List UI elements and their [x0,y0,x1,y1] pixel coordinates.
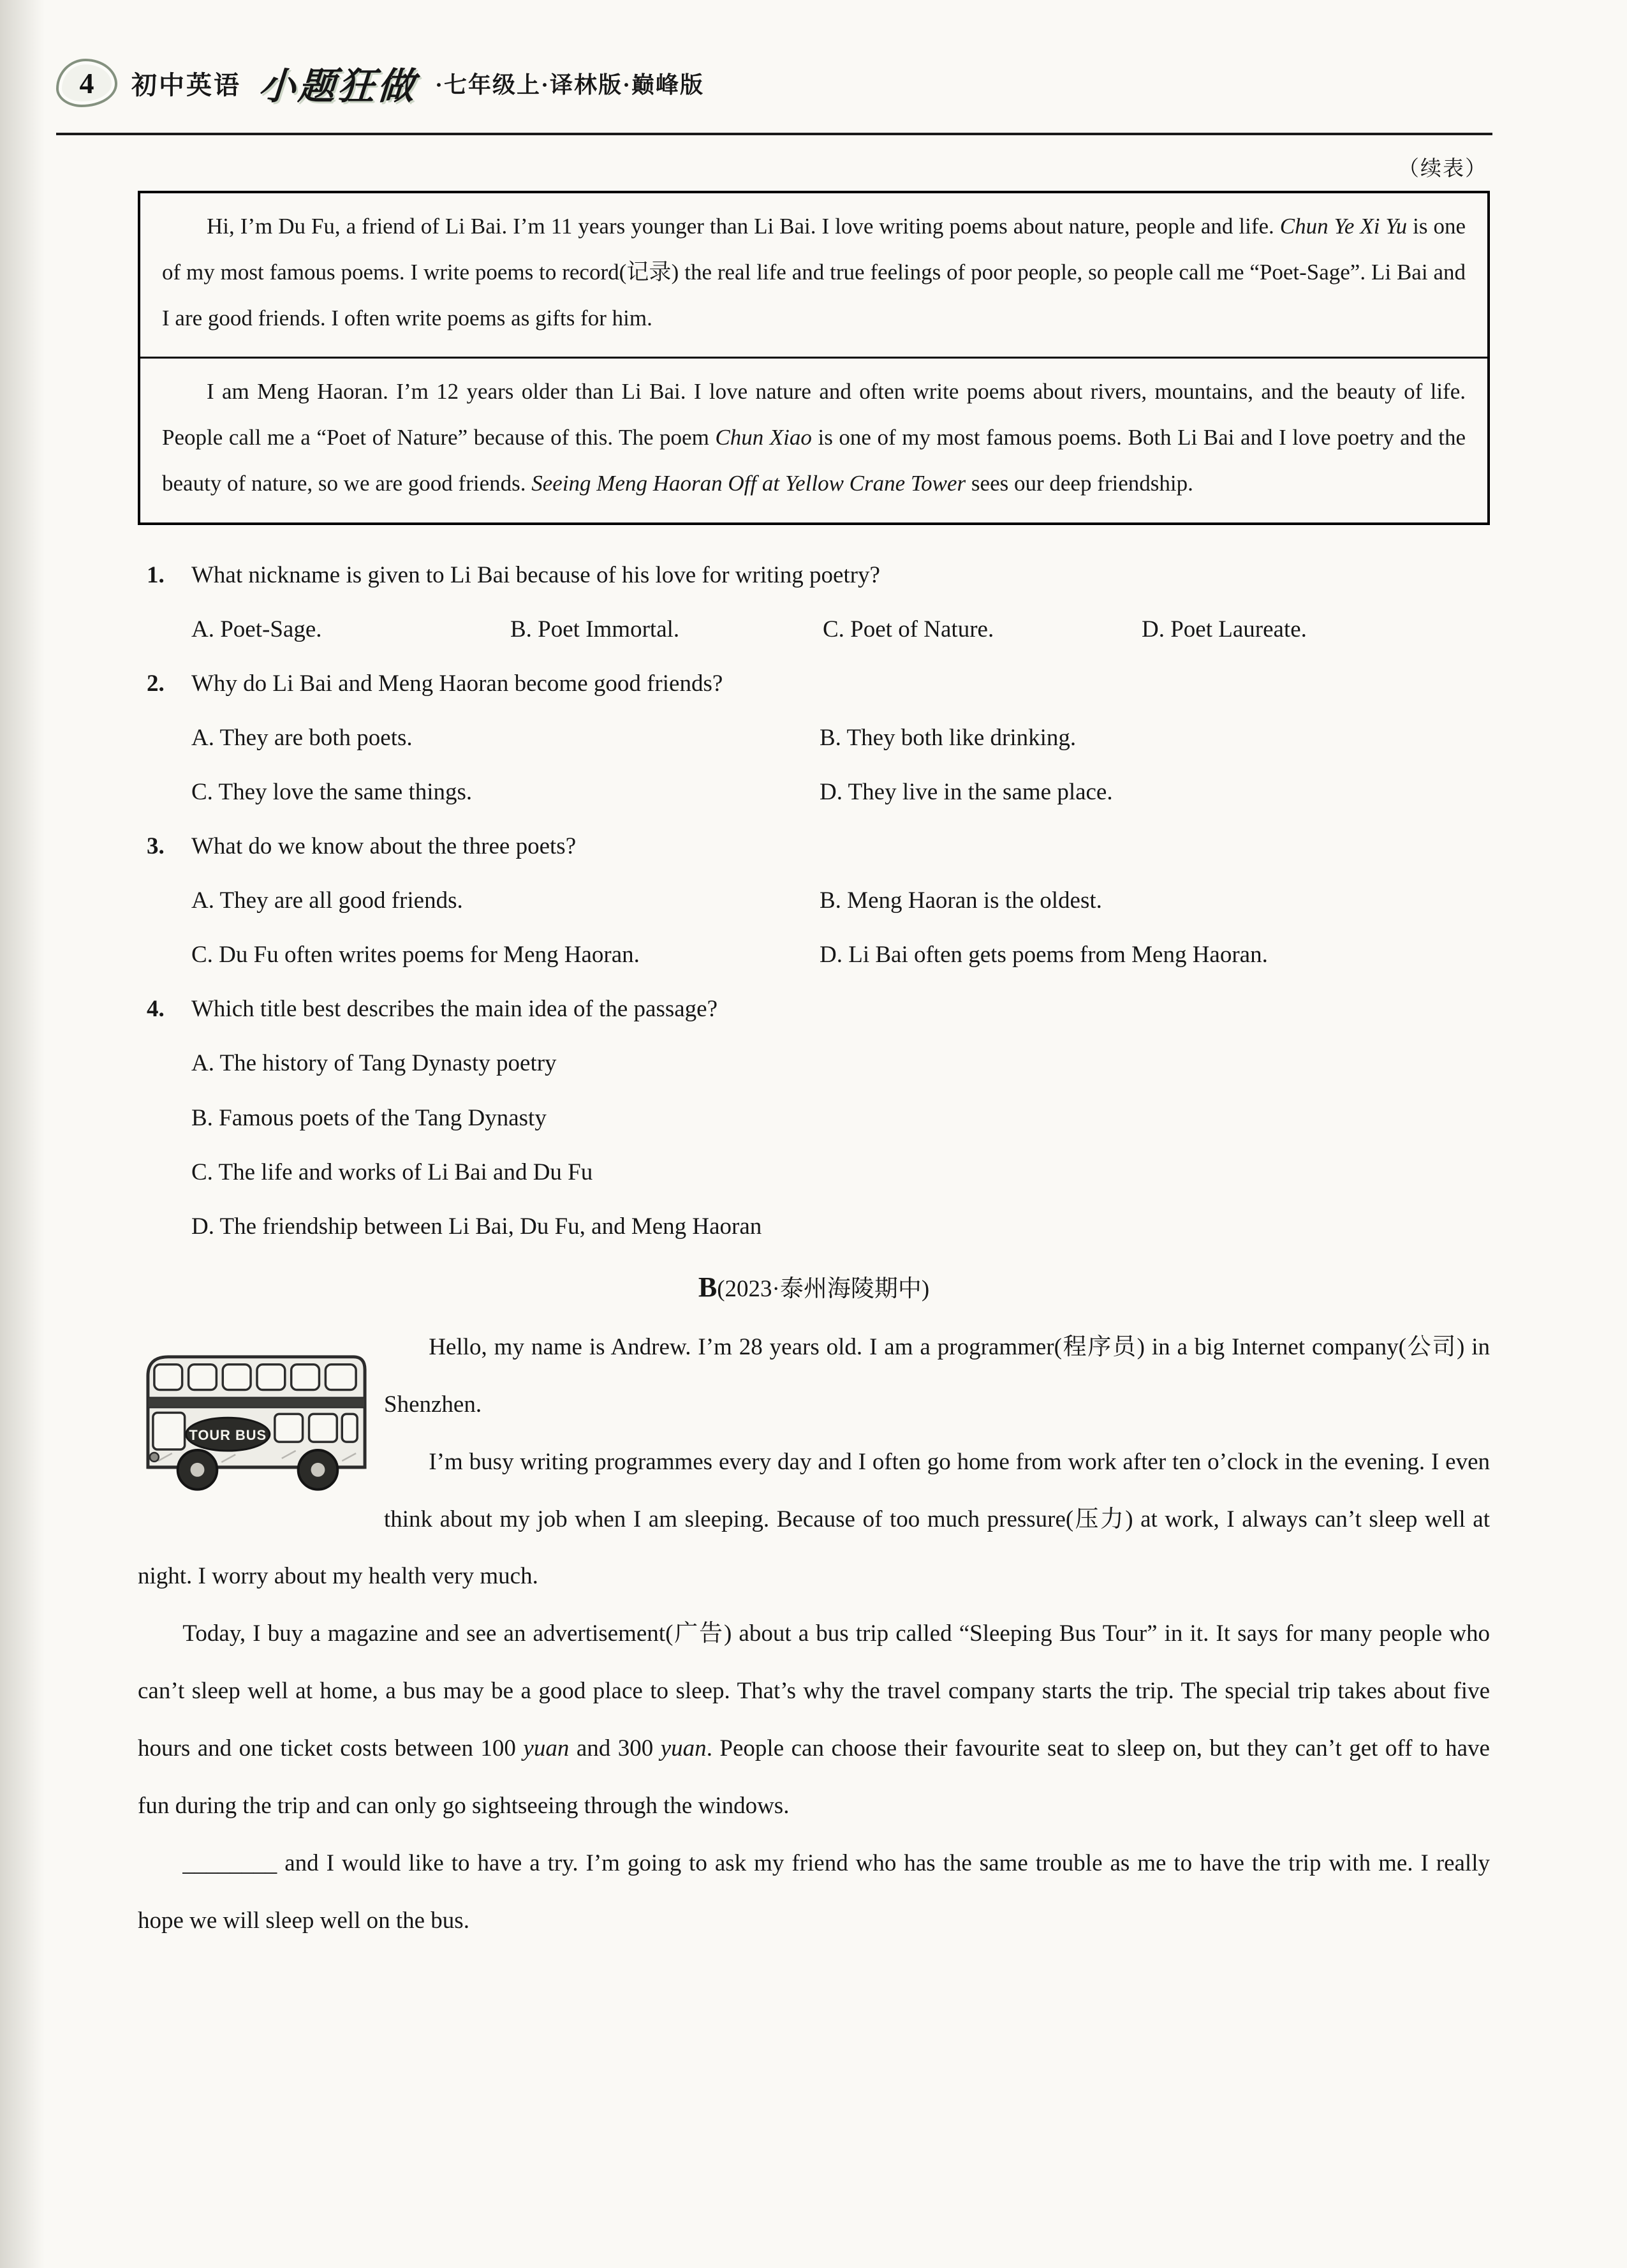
question-number: 1. [147,561,165,588]
section-b-letter: B [698,1271,718,1303]
question-number: 3. [147,833,165,860]
option-a: A. The history of Tang Dynasty poetry [191,1050,557,1077]
passage-paragraph-4: ________ and I would like to have a try. I’m going to ask my friend who has the same trouble as me to have the trip with me. I really hope we will sleep well on the bus. [138,1849,1490,1934]
option-row [191,602,1490,656]
question-body [191,548,1490,656]
page-number-badge [56,59,117,107]
option-b: B. They both like drinking. [820,724,1077,751]
question-number: 4. [147,996,165,1023]
bus-headlight [150,1453,159,1462]
page-header [56,56,704,110]
question-text: Why do Li Bai and Meng Haoran become good friends? [191,670,723,697]
passage-b [138,1319,1490,1950]
brand-logo: 小题狂做 [257,66,418,107]
question-1 [138,548,1490,656]
bus-deck-band [148,1397,365,1407]
question-3 [138,819,1490,982]
question-text: What do we know about the three poets? [191,833,577,860]
page-number: 4 [79,66,94,100]
series-title: 初中英语 [131,70,241,100]
option-d: D. Li Bai often gets poems from Meng Haoran. [820,942,1268,968]
passage-paragraph-2: I’m busy writing programmes every day and I often go home from work after ten o’clock in the evening. I even think about my job when I am sleeping. Because of too much pressure(压力) at work, I always can’t sleep well at night. I worry about my health very much. [138,1448,1490,1590]
question-body [191,819,1490,982]
option-d: D. The friendship between Li Bai, Du Fu, and Meng Haoran [191,1213,762,1240]
passage-paragraph-1: Hello, my name is Andrew. I’m 28 years old. I am a programmer(程序员) in a big Internet company(公司) in Shenzhen. [384,1333,1490,1418]
question-body [191,982,1490,1253]
section-b-source: (2023·泰州海陵期中) [717,1275,930,1302]
question-2 [138,656,1490,819]
table-cell-du-fu: Hi, I’m Du Fu, a friend of Li Bai. I’m 11 years younger than Li Bai. I love writing poems about nature, people and life. Chun Ye Xi Yu is one of my most famous poems. I write poems to record(记录) the real life and true feelings of poor people, so people call me “Poet-Sage”. Li Bai and I are good friends. I often write poems as gifts for him. [162,214,1466,331]
header-divider [56,133,1492,135]
option-grid [191,711,1490,819]
continued-label: （续表） [1398,158,1487,181]
edition-label: ·七年级上·译林版·巅峰版 [435,71,705,98]
question-4 [138,982,1490,1253]
option-c: C. Poet of Nature. [823,616,994,642]
option-grid [191,873,1490,982]
option-a: A. They are both poets. [191,724,413,751]
option-c: C. Du Fu often writes poems for Meng Haoran. [191,942,640,968]
question-body [191,656,1490,819]
option-a: A. Poet-Sage. [191,616,322,642]
option-a: A. They are all good friends. [191,887,463,914]
question-text: What nickname is given to Li Bai because of his love for writing poetry? [191,561,880,588]
option-c: C. The life and works of Li Bai and Du Fu [191,1159,593,1185]
option-b: B. Famous poets of the Tang Dynasty [191,1104,547,1131]
option-d: D. Poet Laureate. [1142,616,1307,642]
option-b: B. Meng Haoran is the oldest. [820,887,1102,914]
question-number: 2. [147,670,165,697]
option-b: B. Poet Immortal. [510,616,680,642]
passage-paragraph-3: Today, I buy a magazine and see an advertisement(广告) about a bus trip called “Sleeping Bus Tour” in it. It says for many people who can’t sleep well at home, a bus may be a good place to sleep. That’s why the travel company starts the trip. The special trip takes about five hours and one ticket costs between 100 yuan and 300 yuan. People can choose their favourite seat to sleep on, but they can’t get off to have fun during the trip and can only go sightseeing through the windows. [138,1620,1490,1820]
question-list [138,548,1490,1254]
section-b-heading [138,1266,1490,1308]
option-stack [191,1036,1490,1253]
question-text: Which title best describes the main idea of the passage? [191,996,718,1023]
page-content [138,152,1490,1950]
bus-label: TOUR BUS [189,1427,267,1443]
tour-bus-illustration [139,1337,374,1497]
passage-table [138,191,1490,525]
option-d: D. They live in the same place. [820,778,1113,805]
tour-bus-svg [139,1337,374,1497]
table-cell-meng-haoran: I am Meng Haoran. I’m 12 years older than Li Bai. I love nature and often write poems about rivers, mountains, and the beauty of life. People call me a “Poet of Nature” because of this. The poem Chun Xiao is one of my most famous poems. Both Li Bai and I love poetry and the beauty of nature, so we are good friends. Seeing Meng Haoran Off at Yellow Crane Tower sees our deep friendship. [140,357,1487,522]
option-c: C. They love the same things. [191,778,473,805]
